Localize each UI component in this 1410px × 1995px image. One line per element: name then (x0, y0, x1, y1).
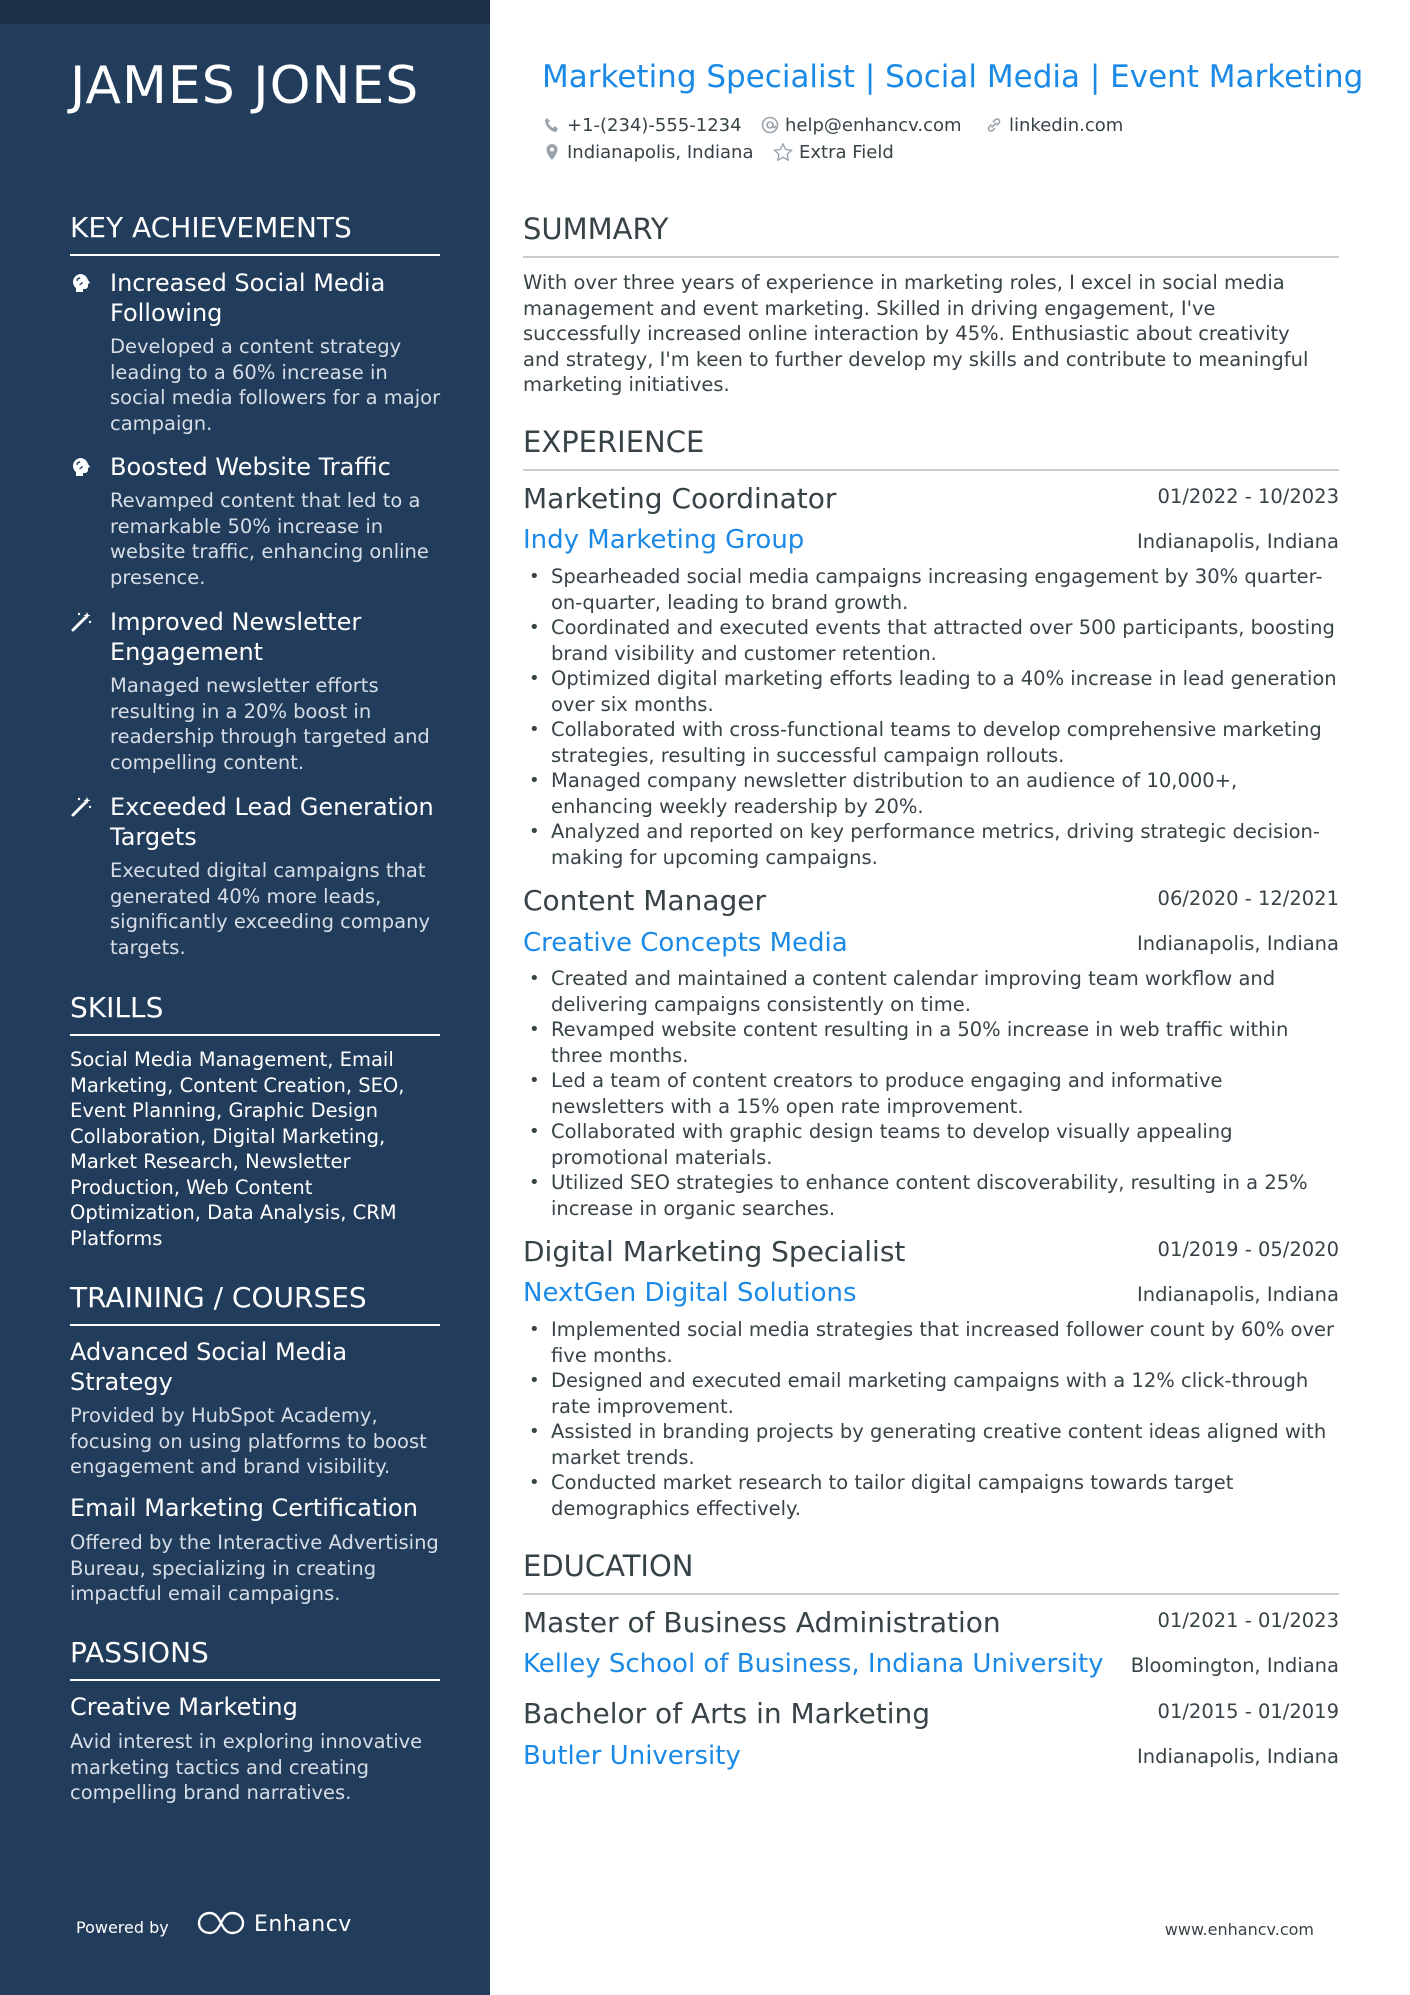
training-title: Email Marketing Certification (70, 1494, 418, 1522)
list-item: • Spearheaded social media campaigns increasing engagement by 30% quarter-on-quarter, leading to brand growth. (523, 564, 1339, 615)
list-item: • Designed and executed email marketing campaigns with a 12% click-through rate improvement. (523, 1368, 1339, 1419)
training-desc: Offered by the Interactive Advertising Bureau, specializing in creating impactful email campaigns. (70, 1531, 439, 1605)
achievement-title: Improved Newsletter Engagement (110, 608, 362, 666)
education-dates: 01/2021 - 01/2023 (1157, 1609, 1339, 1632)
list-item: • Optimized digital marketing efforts leading to a 40% increase in lead generation over six months. (523, 666, 1339, 717)
contact-email[interactable] (761, 115, 962, 136)
job-location: Indianapolis, Indiana (1136, 932, 1339, 955)
achievement-desc: Executed digital campaigns that generated 40% more leads, significantly exceeding company targets. (110, 859, 431, 959)
job-location: Indianapolis, Indiana (1136, 1283, 1339, 1306)
at-icon (761, 116, 779, 134)
education-location: Indianapolis, Indiana (1136, 1745, 1339, 1768)
extra-field-text: Extra Field (799, 142, 894, 163)
training-title: Advanced Social Media Strategy (70, 1338, 348, 1396)
job-title: Content Manager (523, 884, 766, 917)
education-location: Bloomington, Indiana (1130, 1654, 1339, 1677)
email-text[interactable]: help@enhancv.com (785, 115, 962, 136)
list-item: • Conducted market research to tailor digital campaigns towards target demographics effectively. (523, 1470, 1339, 1521)
list-item: • Managed company newsletter distribution to an audience of 10,000+, enhancing weekly readership by 20%. (523, 768, 1339, 819)
school-name: Butler University (523, 1741, 741, 1771)
list-item: • Implemented social media strategies that increased follower count by 60% over five months. (523, 1317, 1339, 1368)
list-item: • Assisted in branding projects by generating creative content ideas aligned with market trends. (523, 1419, 1339, 1470)
candidate-name: JAMES JONES (70, 56, 420, 116)
job-title: Marketing Coordinator (523, 482, 837, 515)
location-pin-icon (543, 143, 561, 161)
experience-heading: EXPERIENCE (523, 425, 1339, 471)
brain-icon (70, 456, 92, 478)
training-desc: Provided by HubSpot Academy, focusing on using platforms to boost engagement and brand visibility. (70, 1404, 427, 1478)
key-achievements-heading: KEY ACHIEVEMENTS (70, 211, 440, 256)
linkedin-text[interactable]: linkedin.com (1009, 115, 1124, 136)
company-name: NextGen Digital Solutions (523, 1278, 857, 1308)
job-location: Indianapolis, Indiana (1136, 530, 1339, 553)
achievement-desc: Managed newsletter efforts resulting in a 20% boost in readership through targeted and compelling content. (110, 674, 430, 774)
job-dates: 01/2019 - 05/2020 (1157, 1238, 1339, 1261)
job-dates: 01/2022 - 10/2023 (1157, 485, 1339, 508)
summary-heading: SUMMARY (523, 212, 1339, 258)
list-item: • Created and maintained a content calendar improving team workflow and delivering campaigns consistently on time. (523, 966, 1339, 1017)
job-bullets (523, 966, 1339, 1221)
link-icon (985, 116, 1003, 134)
achievement-desc: Revamped content that led to a remarkable 50% increase in website traffic, enhancing online presence. (110, 489, 429, 589)
list-item: • Coordinated and executed events that attracted over 500 participants, boosting brand visibility and customer retention. (523, 615, 1339, 666)
job-title: Digital Marketing Specialist (523, 1235, 906, 1268)
phone-text: +1-(234)-555-1234 (567, 115, 742, 136)
passion-title: Creative Marketing (70, 1693, 298, 1721)
headline: Marketing Specialist | Social Media | Event Marketing (542, 59, 1364, 95)
contact-linkedin[interactable] (985, 115, 1123, 136)
skills-heading: SKILLS (70, 991, 440, 1036)
list-item: • Analyzed and reported on key performance metrics, driving strategic decision-making for upcoming campaigns. (523, 819, 1339, 870)
location-text: Indianapolis, Indiana (567, 142, 754, 163)
job-bullets (523, 1317, 1339, 1521)
achievement-title: Increased Social Media Following (110, 269, 386, 327)
star-icon (773, 143, 793, 161)
achievement-desc: Developed a content strategy leading to a 60% increase in social media followers for a major campaign. (110, 335, 441, 435)
list-item: • Collaborated with cross-functional teams to develop comprehensive marketing strategies, resulting in successful campaign rollouts. (523, 717, 1339, 768)
phone-icon (543, 116, 561, 134)
job-dates: 06/2020 - 12/2021 (1157, 887, 1339, 910)
skills-list: Social Media Management, Email Marketing, Content Creation, SEO, Event Planning, Graphic Design Collaboration, Digital Marketing, Market Research, Newsletter Production, Web Content Optimization, Data Analysis, CRM Platforms (70, 1048, 405, 1250)
contact-extra (773, 142, 894, 163)
passion-desc: Avid interest in exploring innovative marketing tactics and creating compelling brand narratives. (70, 1730, 423, 1804)
company-name: Indy Marketing Group (523, 525, 805, 555)
degree-title: Bachelor of Arts in Marketing (523, 1697, 931, 1730)
job-bullets (523, 564, 1339, 870)
footer-website-link[interactable]: www.enhancv.com (1164, 1920, 1314, 1939)
degree-title: Master of Business Administration (523, 1606, 1001, 1639)
enhancv-logo-icon (196, 1909, 246, 1937)
school-name: Kelley School of Business, Indiana University (523, 1649, 1104, 1679)
magic-wand-icon (70, 796, 92, 818)
brain-icon (70, 272, 92, 294)
achievement-title: Boosted Website Traffic (110, 453, 391, 481)
magic-wand-icon (70, 611, 92, 633)
list-item: • Utilized SEO strategies to enhance content discoverability, resulting in a 25% increase in organic searches. (523, 1170, 1339, 1221)
achievement-item (70, 268, 442, 436)
contact-location (543, 142, 754, 163)
enhancv-brand: Enhancv (254, 1912, 352, 1937)
achievement-item (70, 452, 442, 590)
list-item: • Led a team of content creators to produce engaging and informative newsletters with a 15% open rate improvement. (523, 1068, 1339, 1119)
education-heading: EDUCATION (523, 1549, 1339, 1595)
company-name: Creative Concepts Media (523, 928, 848, 958)
achievement-title: Exceeded Lead Generation Targets (110, 793, 434, 851)
contact-phone (543, 115, 742, 136)
education-dates: 01/2015 - 01/2019 (1157, 1700, 1339, 1723)
summary-text: With over three years of experience in marketing roles, I excel in social media management and event marketing. Skilled in driving engagement, I've successfully increased online interaction by 45%. Enthusiastic about creativity and strategy, I'm keen to further develop my skills and contribute to meaningful marketing initiatives. (523, 271, 1309, 396)
powered-by-label: Powered by (76, 1918, 169, 1937)
list-item: • Collaborated with graphic design teams to develop visually appealing promotional materials. (523, 1119, 1339, 1170)
list-item: • Revamped website content resulting in a 50% increase in web traffic within three months. (523, 1017, 1339, 1068)
achievement-item (70, 607, 442, 775)
training-heading: TRAINING / COURSES (70, 1281, 440, 1326)
passions-heading: PASSIONS (70, 1636, 440, 1681)
achievement-item (70, 792, 442, 960)
